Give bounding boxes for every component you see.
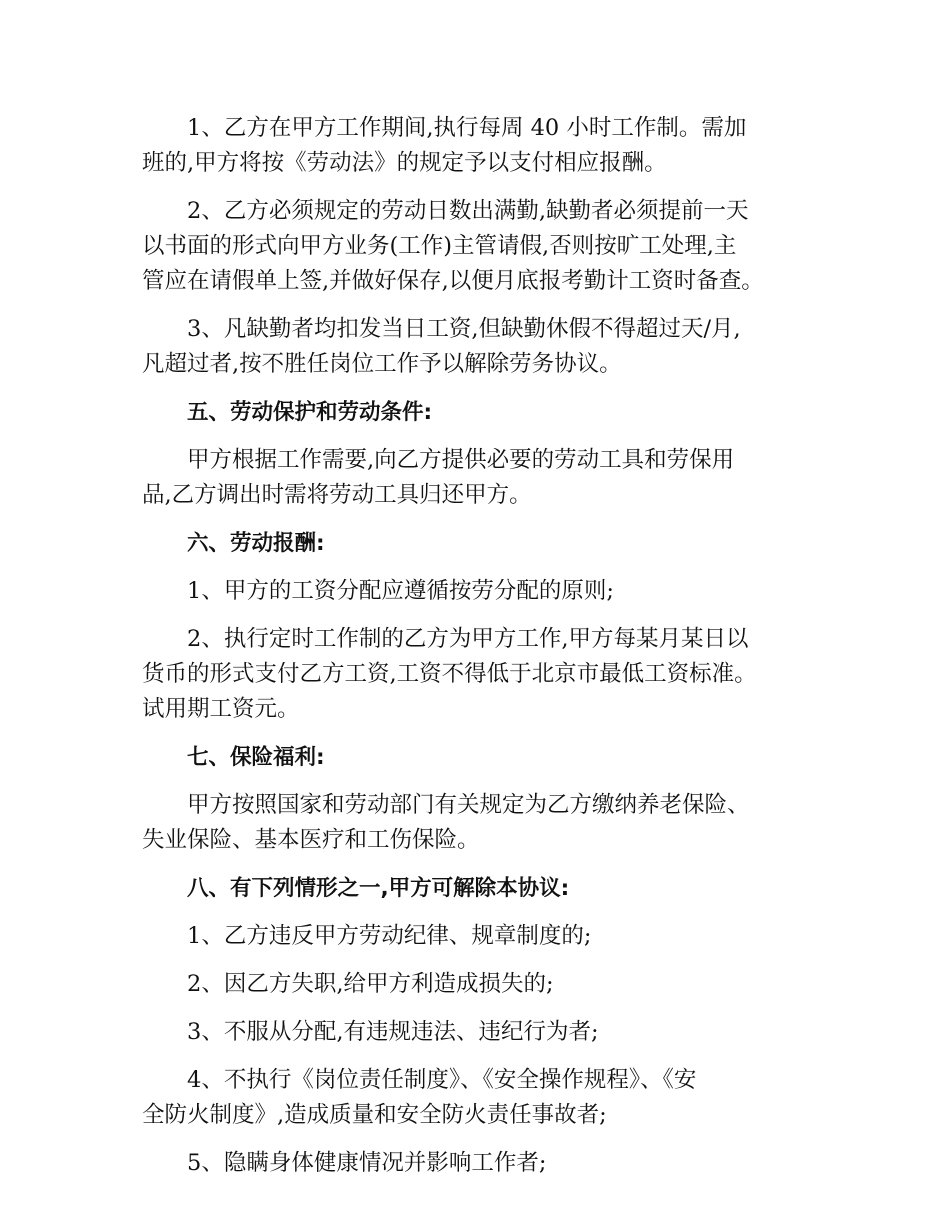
section-heading-8: [142, 871, 812, 906]
text-line: 管应在请假单上签,并做好保存,以便月底报考勤计工资时备查。: [142, 268, 764, 294]
text-line: 5、隐瞒身体健康情况并影响工作者;: [187, 1150, 547, 1176]
text-line: 1、甲方的工资分配应遵循按劳分配的原则;: [187, 578, 614, 604]
text-line: 货币的形式支付乙方工资,工资不得低于北京市最低工资标准。: [142, 661, 757, 687]
section-8-item-4: [142, 1063, 812, 1133]
text-line: 凡超过者,按不胜任岗位工作予以解除劳务协议。: [142, 351, 622, 377]
text-line: 3、不服从分配,有违规违法、违纪行为者;: [187, 1019, 599, 1045]
text-line: 失业保险、基本医疗和工伤保险。: [142, 827, 480, 853]
text-line: 以书面的形式向甲方业务(工作)主管请假,否则按旷工处理,主: [142, 233, 737, 259]
section-8-item-3: [142, 1015, 812, 1050]
clause-2-attendance: [142, 194, 812, 299]
section-8-item-2: [142, 967, 812, 1002]
clause-1-working-hours: [142, 111, 812, 181]
text-line: 2、执行定时工作制的乙方为甲方工作,甲方每某月某日以: [187, 626, 749, 652]
section-heading-6: [142, 526, 812, 561]
section-8-item-1: [142, 919, 812, 954]
text-line: 试用期工资元。: [142, 696, 300, 722]
text-line: 2、因乙方失职,给甲方利造成损失的;: [187, 971, 554, 997]
section-8-item-5: [142, 1146, 812, 1181]
text-line: 品,乙方调出时需将劳动工具归还甲方。: [142, 482, 532, 508]
section-5-body: [142, 443, 812, 513]
text-line: 1、乙方违反甲方劳动纪律、规章制度的;: [187, 923, 592, 949]
text-line: 班的,甲方将按《劳动法》的规定予以支付相应报酬。: [142, 150, 667, 176]
section-6-item-2: [142, 622, 812, 727]
heading-line: 八、有下列情形之一,甲方可解除本协议:: [187, 876, 570, 901]
section-heading-5: [142, 395, 812, 430]
heading-line: 七、保险福利:: [187, 745, 325, 770]
heading-line: 五、劳动保护和劳动条件:: [187, 400, 433, 425]
document-body: [142, 111, 812, 1194]
text-line: 2、乙方必须规定的劳动日数出满勤,缺勤者必须提前一天: [187, 198, 749, 224]
text-line: 甲方按照国家和劳动部门有关规定为乙方缴纳养老保险、: [187, 792, 750, 818]
section-7-body: [142, 788, 812, 858]
text-line: 4、不执行《岗位责任制度》、《安全操作规程》、《安: [187, 1067, 697, 1093]
text-line: 全防火制度》,造成质量和安全防火责任事故者;: [142, 1102, 607, 1128]
text-line: 甲方根据工作需要,向乙方提供必要的劳动工具和劳保用: [187, 447, 735, 473]
clause-3-absence: [142, 312, 812, 382]
section-6-item-1: [142, 574, 812, 609]
text-line: 3、凡缺勤者均扣发当日工资,但缺勤休假不得超过天/月,: [187, 316, 741, 342]
text-line: 1、乙方在甲方工作期间,执行每周 40 小时工作制。需加: [187, 115, 747, 141]
heading-line: 六、劳动报酬:: [187, 531, 325, 556]
section-heading-7: [142, 740, 812, 775]
